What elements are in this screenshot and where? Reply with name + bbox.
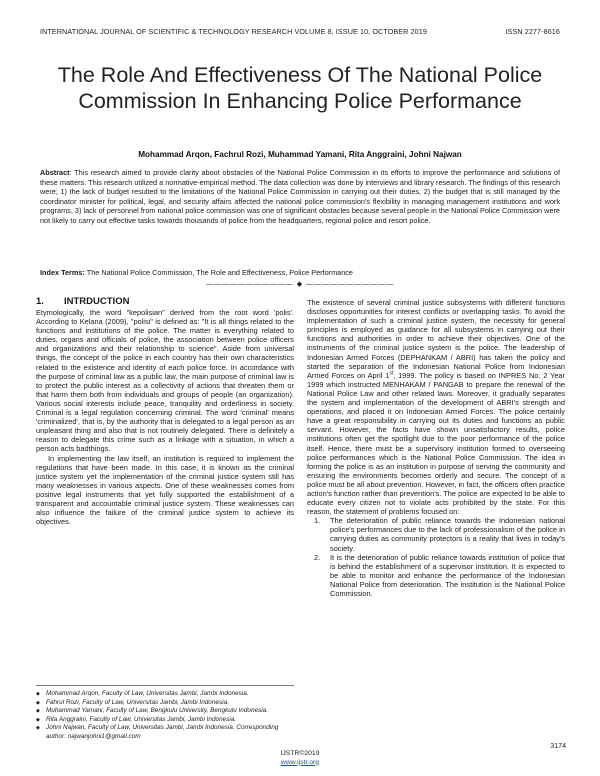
list-text: The deterioration of public reliance towards the Indonesian national police's performances due to the lack of professionalism of the police in carrying duties as community protectors is a reality that lives in today's society. bbox=[330, 516, 565, 553]
section-number: 1. bbox=[36, 296, 44, 307]
list-number: 1. bbox=[314, 516, 321, 526]
list-item bbox=[307, 516, 565, 552]
list-text: It is the deterioration of public reliance towards institution of police that is behind the establishment of a supervisor institution. It is expected to be able to monitor and enhance the performance of the Indonesian National Police from deterioration. The institution is the National Police Commission. bbox=[330, 552, 565, 598]
abstract-text: : This research aimed to provide clarity about obstacles of the National Police Commission in its efforts to improve the performance and solutions of these matters. This research utilized a normative-empirical method. The data collection was done by interviews and library research. The findings of this research were; 1) the lack of budget resulted to the limitations of the National Police Commission in carrying out their duties, 2) the budget that is still managed by the coordinator minister for political, legal, and security affairs affected the national police commission's flexibility in managing management institutions and work programs, 3) lack of personnel from national police commission was one of significant obstacles because several people in the National Police Commission were not likely to carry out effective tasks towards thousands of police from the headquarters, regional police and resort police. bbox=[40, 168, 560, 225]
footnote-rule bbox=[36, 685, 294, 686]
page-footer bbox=[0, 750, 600, 767]
right-column bbox=[307, 298, 565, 598]
issn: ISSN 2277-8616 bbox=[505, 27, 560, 36]
index-terms bbox=[40, 268, 560, 278]
author-list: Mohammad Arqon, Fachrul Rozi, Muhammad Yamani, Rita Anggraini, Johni Najwan bbox=[138, 150, 462, 159]
paper-title: The Role And Effectiveness Of The National Police Commission In Enhancing Police Performance bbox=[57, 63, 543, 113]
journal-name: INTERNATIONAL JOURNAL OF SCIENTIFIC & TECHNOLOGY RESEARCH VOLUME 8, ISSUE 10, OCTOBER 2019 bbox=[40, 27, 427, 36]
footnote-item: ◆ Muhammad Yamani, Faculty of Law, Bengkulu University, Bengkulu Indonesia. bbox=[36, 707, 294, 716]
section-heading bbox=[36, 296, 294, 308]
journal-url-link[interactable]: www.ijstr.org bbox=[280, 758, 320, 766]
paragraph-3-part-b: , 1999. The policy is based on INPRES No. 2 Year 1999 which instructed MENHAKAM / PANGAB to prepare the renewal of the National Police Law and other related laws. Moreover, it gradually separates the system and implementation of the development of ABRI's strength and operations, and placed it on Indonesian Armed Forces. The police certainly have a great responsibility in carrying out its duties and functions as public servant. However, the facts have shown unsatisfactory results, police institutions often get the spotlight due to the poor performance of the police itself. Hence, there must be a supervisory institution formed to overseeing police performances which is the National Police Commission. The idea in forming the police is as an institution in purpose of serving the community and ensuring the environments becomes orderly and secure. The concept of a police must be all about prevention. However, in fact, the officers often practice action's function rather than prevention's. The police are expected to be able to educate every citizen not to violate acts prohibited by the state. For this reason, the statement of problems focused on: bbox=[307, 370, 565, 517]
superscript-st: st bbox=[389, 370, 394, 377]
abstract-label: Abstract bbox=[40, 168, 70, 177]
index-terms-label: Index Terms: bbox=[40, 268, 85, 277]
paragraph-3-part-a: The existence of several criminal justice subsystems with different functions discloses opportunities for interest conflicts or overlapping tasks. To avoid the implementation of such a criminal justice system, the necessity for general principles is employed as guidance for all subsystems in carrying out their functions and authorities in order to achieve their objectives. One of the instruments of the criminal justice system is the police. The leadership of Indonesian Armed Forces (DEPHANKAM / ABRI) has taken the policy and started the separation of the Indonesian National Police from Indonesian Armed Forces on April 1 bbox=[307, 298, 565, 380]
section-title: INTRDUCTION bbox=[64, 296, 130, 307]
list-item bbox=[307, 553, 565, 598]
footnote-item: ◆ Mohammad Arqon, Faculty of Law, Universitas Jambi, Jambi Indonesia. bbox=[36, 690, 294, 699]
section-divider: ——————————— ◆ ——————————— bbox=[205, 281, 395, 288]
publisher-copyright: IJSTR©2019 bbox=[280, 750, 320, 757]
author-footnotes bbox=[36, 690, 294, 742]
footnote-item: ◆ Rita Anggraini, Faculty of Law, Universitas Jambi, Jambi Indonesia. bbox=[36, 716, 294, 725]
paragraph-1: Etymologically, the word "kepolisian" derived from the root word 'polis'. According to Kelana (2009), "polisi" is defined as: "It is all things related to the functions and institutions of the police. The matter is everything related to duties, organs and officials of police, the association between police officers and organizations and their relationship to science". Aside from universal things, the concept of the police in each country has their own characteristics related to the existence and identity of each police force. In accordance with the purpose of criminal law as a public law, the main purpose of criminal law is to protect the public interest as a collectivity of actions that threaten them or that harm them both from individuals and groups of people (an organization). Various social interests include peace, tranquility and orderliness in society. Criminal is a legal regulation concerning criminal. The word 'criminal' means 'criminalized', that is, by the authority that is delegated to a legal person as an unpleasant thing and also that is not routinely delegated. There is definitely a reason to delegate this crime such as a linkage with a situation, in which a person acts badthings. bbox=[36, 308, 294, 454]
paragraph-2: In implementing the law itself, an institution is required to implement the regulations that have been made. In this case, it is known as the criminal justice system yet the implementation of the criminal justice system still has many weaknesses in various aspects. One of these weaknesses comes from positive legal instruments that yet fully supported the establishment of a transparent and accountable criminal justice system. These weaknesses can also influence the failure of the criminal justice system to achieve its objectives. bbox=[36, 453, 294, 527]
paragraph-3 bbox=[307, 298, 565, 516]
abstract bbox=[40, 168, 560, 225]
problem-list bbox=[307, 516, 565, 598]
index-terms-text: The National Police Commission, The Role and Effectiveness, Police Performance bbox=[86, 268, 353, 277]
footnote-item: ◆ Fahrul Rozi, Faculty of Law, Universitas Jambi, Jambi Indonesia. bbox=[36, 699, 294, 708]
page-number: 3174 bbox=[550, 743, 566, 750]
list-number: 2. bbox=[314, 552, 321, 562]
footnote-item: ◆ Johni Najwan, Faculty of Law, Universitas Jambi, Jambi Indonesia. Corresponding author: najwanjohni1@gmail.com bbox=[36, 724, 294, 741]
left-column bbox=[36, 296, 294, 526]
